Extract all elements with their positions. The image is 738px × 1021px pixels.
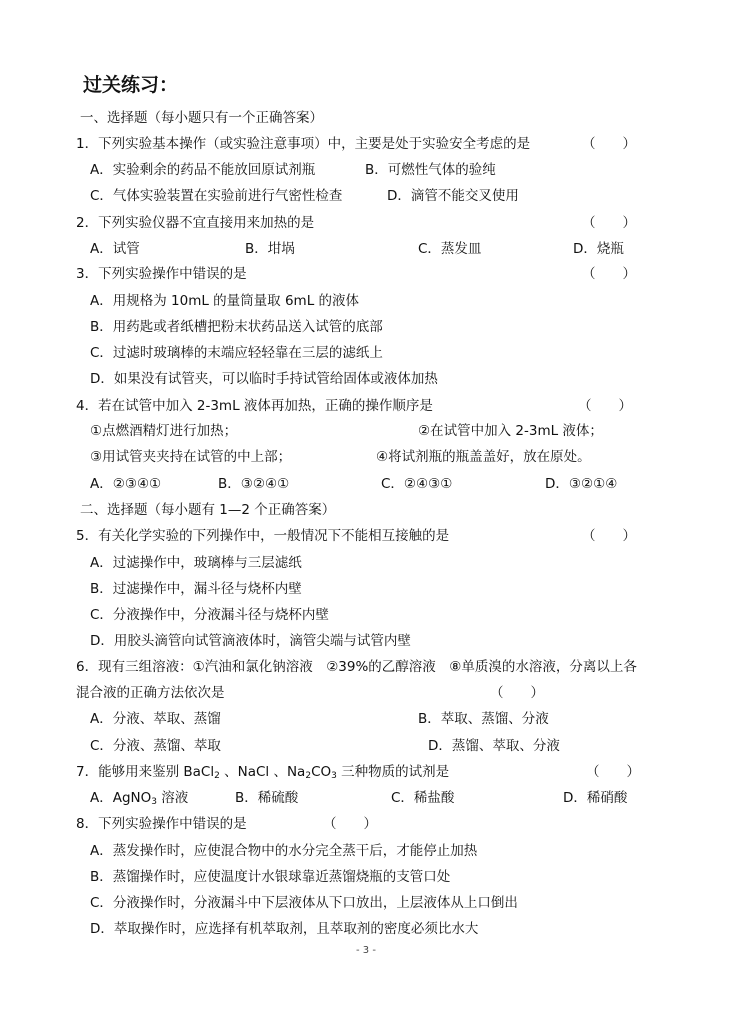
q4-answer-bracket: （ ） bbox=[578, 398, 632, 414]
q5-stem: 5．有关化学实验的下列操作中，一般情况下不能相互接触的是 bbox=[76, 528, 450, 544]
page-number: - 3 - bbox=[356, 945, 376, 956]
q8-option-c: C．分液操作时，分液漏斗中下层液体从下口放出，上层液体从上口倒出 bbox=[90, 895, 518, 911]
q4-option-b: B．③②④① bbox=[218, 476, 290, 492]
q7-stem: 7．能够用来鉴别 BaCl$_2$ 、NaCl 、$Na_2CO_3$ 三种物质的试剂是 bbox=[76, 764, 450, 781]
q6-option-d: D．蒸馏、萃取、分液 bbox=[428, 738, 560, 754]
q7-option-b: B．稀硫酸 bbox=[235, 790, 299, 806]
q4-step-4: ④将试剂瓶的瓶盖盖好，放在原处。 bbox=[376, 449, 591, 465]
q4-step-1: ①点燃酒精灯进行加热； bbox=[90, 423, 238, 439]
q6-option-c: C．分液、蒸馏、萃取 bbox=[90, 738, 221, 754]
page-title: 过关练习： bbox=[83, 74, 179, 96]
q8-option-b: B．蒸馏操作时，应使温度计水银球靠近蒸馏烧瓶的支管口处 bbox=[90, 869, 451, 885]
q6-stem-line-1: 6．现有三组溶液：①汽油和氯化钠溶液 ②39%的乙醇溶液 ⑧单质溴的水溶液，分离以上各 bbox=[76, 659, 637, 675]
section-1-heading: 一、选择题（每小题只有一个正确答案） bbox=[80, 110, 323, 126]
q5-option-d: D．用胶头滴管向试管滴液体时，滴管尖端与试管内壁 bbox=[90, 633, 411, 649]
q1-option-b: B．可燃性气体的验纯 bbox=[365, 162, 496, 178]
q2-option-a: A．试管 bbox=[90, 241, 140, 257]
q1-option-a: A．实验剩余的药品不能放回原试剂瓶 bbox=[90, 162, 316, 178]
q8-option-a: A．蒸发操作时，应使混合物中的水分完全蒸干后，才能停止加热 bbox=[90, 843, 478, 859]
q6-option-a: A．分液、萃取、蒸馏 bbox=[90, 711, 221, 727]
q1-option-d: D．滴管不能交叉使用 bbox=[387, 188, 519, 204]
q3-answer-bracket: （ ） bbox=[582, 266, 636, 282]
q4-option-c: C．②④③① bbox=[381, 476, 453, 492]
q3-option-a: A．用规格为 10mL 的量筒量取 6mL 的液体 bbox=[90, 293, 360, 309]
q3-stem: 3．下列实验操作中错误的是 bbox=[76, 266, 247, 282]
q4-step-2: ②在试管中加入 2-3mL 液体； bbox=[418, 423, 603, 439]
q5-option-c: C．分液操作中，分液漏斗径与烧杯内壁 bbox=[90, 607, 329, 623]
q7-option-d: D．稀硝酸 bbox=[563, 790, 628, 806]
q4-stem: 4．若在试管中加入 2-3mL 液体再加热，正确的操作顺序是 bbox=[76, 398, 433, 414]
q6-answer-bracket: （ ） bbox=[490, 685, 544, 701]
q6-option-b: B．萃取、蒸馏、分液 bbox=[418, 711, 549, 727]
section-2-heading: 二、选择题（每小题有 1—2 个正确答案） bbox=[80, 502, 336, 518]
q7-option-a: A．AgNO$_3$ 溶液 bbox=[90, 790, 189, 807]
q5-option-b: B．过滤操作中，漏斗径与烧杯内壁 bbox=[90, 581, 302, 597]
q2-option-d: D．烧瓶 bbox=[573, 241, 624, 257]
q1-stem: 1．下列实验基本操作（或实验注意事项）中，主要是处于实验安全考虑的是 bbox=[76, 136, 531, 152]
q3-option-d: D．如果没有试管夹，可以临时手持试管给固体或液体加热 bbox=[90, 371, 438, 387]
q1-answer-bracket: （ ） bbox=[582, 136, 636, 152]
q4-step-3: ③用试管夹夹持在试管的中上部； bbox=[90, 449, 292, 465]
q2-option-b: B．坩埚 bbox=[245, 241, 295, 257]
q8-answer-bracket: （ ） bbox=[323, 816, 377, 832]
q4-option-a: A．②③④① bbox=[90, 476, 162, 492]
q7-option-c: C．稀盐酸 bbox=[391, 790, 455, 806]
q2-stem: 2．下列实验仪器不宜直接用来加热的是 bbox=[76, 215, 315, 231]
q6-stem-line-2: 混合液的正确方法依次是 bbox=[76, 685, 225, 701]
q1-option-c: C．气体实验装置在实验前进行气密性检查 bbox=[90, 188, 343, 204]
q8-option-d: D．萃取操作时，应选择有机萃取剂，且萃取剂的密度必须比水大 bbox=[90, 921, 479, 937]
q5-answer-bracket: （ ） bbox=[582, 528, 636, 544]
q8-stem: 8．下列实验操作中错误的是 bbox=[76, 816, 247, 832]
q7-answer-bracket: （ ） bbox=[586, 764, 640, 780]
q5-option-a: A．过滤操作中，玻璃棒与三层滤纸 bbox=[90, 555, 302, 571]
q4-option-d: D．③②①④ bbox=[545, 476, 618, 492]
q3-option-c: C．过滤时玻璃棒的末端应轻轻靠在三层的滤纸上 bbox=[90, 345, 383, 361]
q3-option-b: B．用药匙或者纸槽把粉末状药品送入试管的底部 bbox=[90, 319, 383, 335]
q2-option-c: C．蒸发皿 bbox=[418, 241, 482, 257]
q2-answer-bracket: （ ） bbox=[582, 215, 636, 231]
